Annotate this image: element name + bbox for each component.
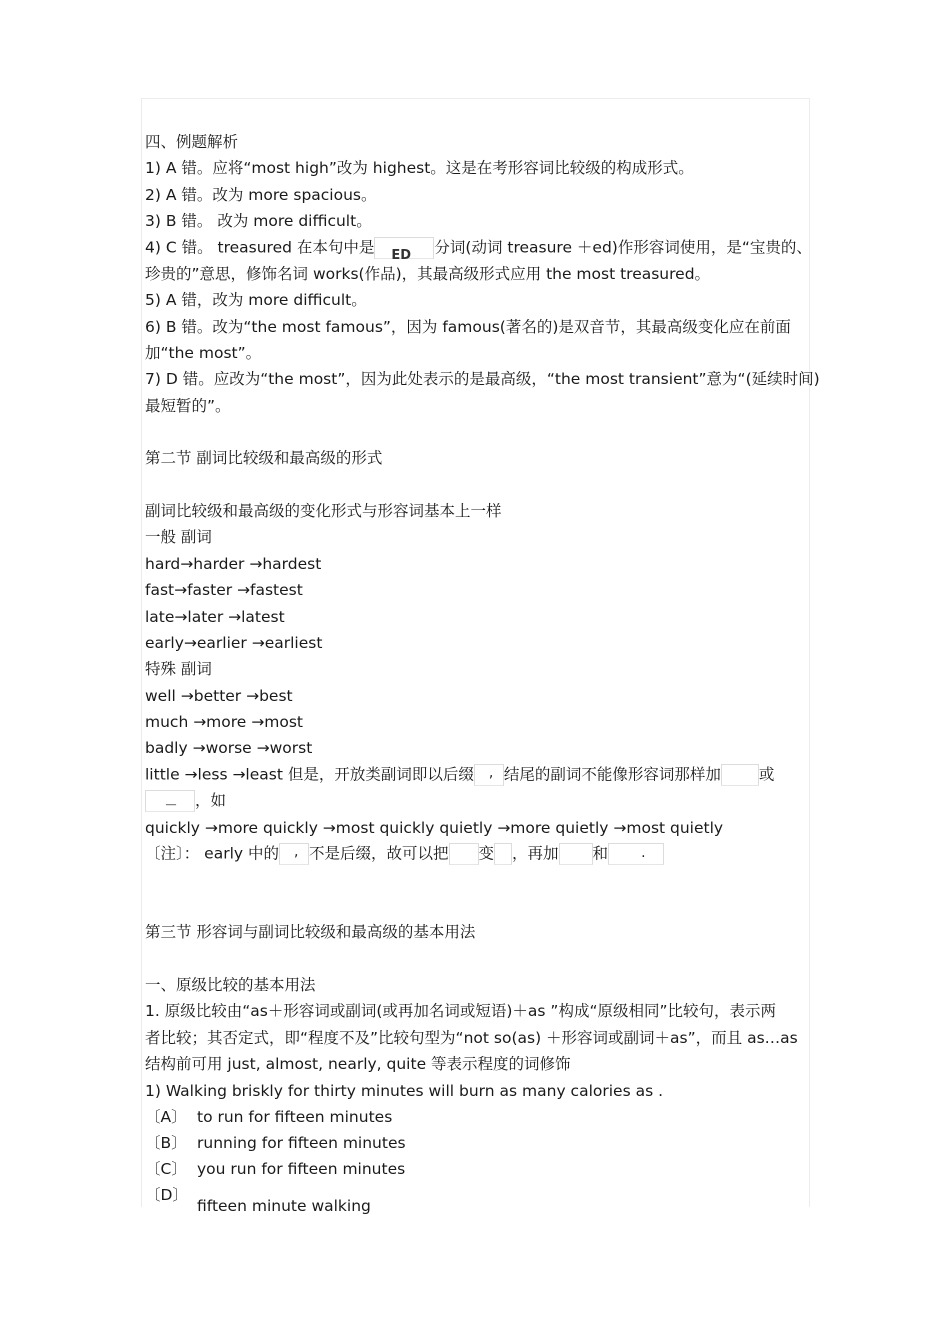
blank-mark: . [641, 845, 646, 861]
section-title-4: 四、例题解析 [145, 133, 239, 151]
rule-line-2: 者比较；其否定式，即“程度不及”比较句型为“not so(as) ＋形容词或副词＋as”，而且 as…as [145, 1029, 798, 1047]
example-adverbs: quickly →more quickly →most quickly quietly →more quietly →most quietly [145, 819, 724, 837]
special-adverbs-heading: 特殊 副词 [145, 660, 212, 678]
fill-blank [449, 843, 479, 865]
special-adverb-continued [145, 790, 226, 812]
answer-4-text-a: 4) C 错。 treasured 在本句中是 [145, 238, 375, 257]
fill-blank [279, 843, 309, 865]
special-adverb-4-note-c: 或 [758, 765, 775, 784]
fill-blank [145, 790, 195, 812]
note-text-a: 〔注〕： early 中的 [145, 844, 279, 863]
answer-4-line1 [145, 237, 812, 263]
option-b-label: 〔B〕 [145, 1134, 187, 1152]
option-b-text: running for fifteen minutes [197, 1134, 406, 1152]
general-adverb-3: late→later →latest [145, 608, 285, 626]
answer-5: 5) A 错，改为 more difficult。 [145, 291, 367, 309]
option-c [145, 1159, 405, 1179]
special-adverb-2: much →more →most [145, 713, 303, 731]
general-adverbs-heading: 一般 副词 [145, 528, 212, 546]
option-a-text: to run for fifteen minutes [197, 1108, 393, 1126]
special-adverb-4-text: little →less →least [145, 765, 283, 784]
answer-7-line1: 7) D 错。应改为“the most”，因为此处表示的是最高级，“the most transient”意为“(延续时间) [145, 370, 820, 388]
answer-7-line2: 最短暂的”。 [145, 397, 231, 415]
answer-1: 1) A 错。应将“most high”改为 highest。这是在考形容词比较级的构成形式。 [145, 159, 694, 177]
option-d-label: 〔D〕 [145, 1186, 188, 1204]
note-text-c: 变 [478, 844, 495, 863]
fill-blank [608, 843, 664, 865]
answer-6-line1: 6) B 错。改为“the most famous”，因为 famous(著名的)是双音节，其最高级变化应在前面 [145, 318, 791, 336]
note-line [145, 843, 664, 865]
option-d-text: fifteen minute walking [197, 1197, 371, 1215]
option-a [145, 1107, 392, 1127]
answer-4-line2: 珍贵的”意思，修饰名词 works(作品)，其最高级形式应用 the most treasured。 [145, 265, 711, 283]
answer-6-line2: 加“the most”。 [145, 344, 262, 362]
answer-4-text-b: 分词(动词 treasure ＋ed)作形容词使用，是“宝贵的、 [434, 238, 812, 257]
special-adverb-4-note-b: 结尾的副词不能像形容词那样加 [503, 765, 721, 784]
option-c-label: 〔C〕 [145, 1160, 187, 1178]
rule-line-3: 结构前可用 just, almost, nearly, quite 等表示程度的词修饰 [145, 1055, 571, 1073]
answer-2: 2) A 错。改为 more spacious。 [145, 186, 377, 204]
blank-mark: __ [166, 795, 176, 806]
adverb-intro: 副词比较级和最高级的变化形式与形容词基本上一样 [145, 502, 502, 520]
option-c-text: you run for fifteen minutes [197, 1160, 406, 1178]
option-a-label: 〔A〕 [145, 1108, 187, 1126]
special-adverb-4 [145, 764, 774, 786]
special-adverb-4-note: 但是，开放类副词即以后缀 [282, 765, 474, 784]
question-1: 1) Walking briskly for thirty minutes will burn as many calories as . [145, 1082, 664, 1100]
special-adverb-1: well →better →best [145, 687, 293, 705]
general-adverb-4: early→earlier →earliest [145, 634, 323, 652]
note-text-e: 和 [592, 844, 609, 863]
blank-mark: , [294, 844, 299, 860]
special-adverb-3: badly →worse →worst [145, 739, 313, 757]
general-adverb-1: hard→harder →hardest [145, 555, 322, 573]
option-b [145, 1133, 406, 1153]
general-adverb-2: fast→faster →fastest [145, 581, 303, 599]
fill-blank-text: ED [391, 248, 412, 263]
fill-blank [374, 237, 434, 263]
blank-mark: , [488, 765, 494, 781]
subsection-title: 一、原级比较的基本用法 [145, 976, 316, 994]
example-intro: ，如 [195, 791, 227, 810]
answer-3: 3) B 错。 改为 more difficult。 [145, 212, 372, 230]
section-title-3: 第三节 形容词与副词比较级和最高级的基本用法 [145, 923, 476, 941]
fill-blank [559, 843, 593, 865]
fill-blank [721, 764, 759, 786]
note-text-b: 不是后缀，故可以把 [309, 844, 449, 863]
rule-line-1: 1. 原级比较由“as＋形容词或副词(或再加名词或短语)＋as ”构成“原级相同”比较句，表示两 [145, 1002, 777, 1020]
fill-blank [474, 764, 504, 786]
section-title-2: 第二节 副词比较级和最高级的形式 [145, 449, 383, 467]
fill-blank [494, 843, 512, 865]
note-text-d: ，再加 [512, 844, 559, 863]
